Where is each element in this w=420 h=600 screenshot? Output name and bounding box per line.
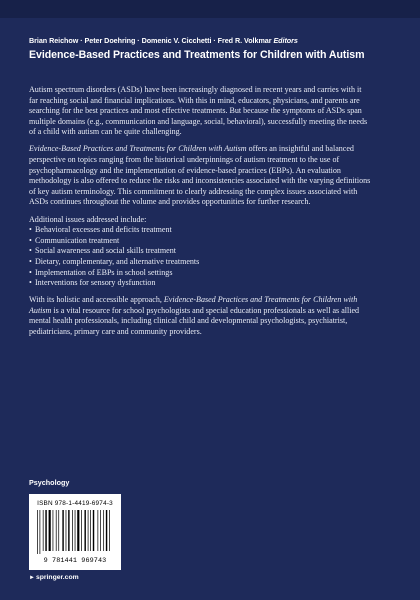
blurb-paragraph-2 [29,144,371,208]
barcode-bar [77,510,79,551]
blurb-paragraph-3-text: is a vital resource for school psychologists and special education professionals as well as allied mental health professionals, including clinical child and developmental psychologists, psychiatrist, pediatricians, primary care and community providers. [29,305,360,336]
isbn-label: ISBN 978-1-4419-6974-3 [37,500,113,507]
cover-header [29,36,399,61]
top-stripe [0,0,420,18]
barcode-bar [88,510,89,551]
barcode-bar [75,510,76,551]
barcode-bar [58,510,59,551]
issues-list [29,225,371,289]
barcode-bar [66,510,67,551]
barcode-bar [62,510,63,551]
list-item [29,225,371,236]
barcode-bar [68,510,69,551]
blurb [29,85,371,344]
website-text: springer.com [35,574,79,581]
bullet-icon: • [29,267,32,277]
bullet-icon: • [29,278,32,288]
barcode-bar [45,510,46,551]
list-item [29,278,371,289]
blurb-paragraph-1: Autism spectrum disorders (ASDs) have been increasingly diagnosed in recent years and carries with it far reaching social and financial implications. With this in mind, educators, physicians, and parents are searching for the best practices and most effective treatments. But because the symptoms of ASDs span multiple domains (e.g., communication and language, social, behavioral), successfully meeting the needs of a child with autism can be quite challenging. [29,85,368,137]
barcode-icon [36,510,114,554]
barcode-bar [93,510,94,551]
isbn-barcode-box [29,494,121,570]
barcode-bar [90,510,91,551]
list-item [29,268,371,279]
blurb-paragraph-3-start: With its holistic and accessible approach, [29,295,164,305]
barcode-bar [109,510,110,551]
issue-text: Dietary, complementary, and alternative treatments [35,256,200,266]
bullet-icon: • [29,256,32,266]
barcode-bar [81,510,82,551]
editors-names: Brian Reichow · Peter Doehring · Domenic V. Cicchetti · Fred R. Volkmar [29,36,272,45]
bullet-icon: • [29,235,32,245]
barcode-bar [84,510,85,551]
editors-suffix: Editors [273,36,298,45]
blurb-book-title-ref-1: Evidence-Based Practices and Treatments for Children with Autism [29,144,247,154]
issue-text: Interventions for sensory dysfunction [35,278,156,288]
issue-text: Implementation of EBPs in school settings [35,267,173,277]
blurb-book-title-ref-2: Evidence-Based Practices and Treatments for Children with Autism [29,295,358,315]
subject-category: Psychology [29,478,70,487]
barcode-bar [98,510,99,551]
publisher-website[interactable] [29,574,79,581]
blurb-paragraph-3 [29,295,371,337]
issue-text: Behavioral excesses and deficits treatment [35,225,172,235]
list-item [29,236,371,247]
barcode-bar [43,510,44,551]
issues-intro: Additional issues addressed include: [29,214,147,224]
issue-text: Social awareness and social skills treatment [35,246,177,256]
barcode-bar [106,510,107,551]
editors-line [29,36,399,45]
barcode-bar [72,510,73,551]
barcode-digits: 9 781441 969743 [43,557,107,565]
barcode-bar [103,510,104,551]
book-title: Evidence-Based Practices and Treatments for Children with Autism [29,49,365,61]
barcode-bar [53,510,54,551]
barcode-bar [56,510,57,551]
blurb-paragraph-2-text: offers an insightful and balanced perspective on topics ranging from the historical underpinnings of autism treatment to the use of psychopharmacology and the implementation of evidence-based practices (EBPs). An evaluation methodology is also offered to reduce the risks and inconsistencies associated with the varying definitions of key autism terminology. This commitment to clearly addressing the complex issues associated with ASDs continues throughout the volume and provides opportunities for further research. [29,144,371,207]
barcode-bar [49,510,51,551]
list-item [29,257,371,268]
barcode-bar [40,510,41,554]
issue-text: Communication treatment [35,235,120,245]
barcode-bar [100,510,101,551]
arrow-right-icon: ► [29,575,35,581]
barcode-bar [37,510,38,554]
bullet-icon: • [29,225,32,235]
bullet-icon: • [29,246,32,256]
list-item [29,246,371,257]
